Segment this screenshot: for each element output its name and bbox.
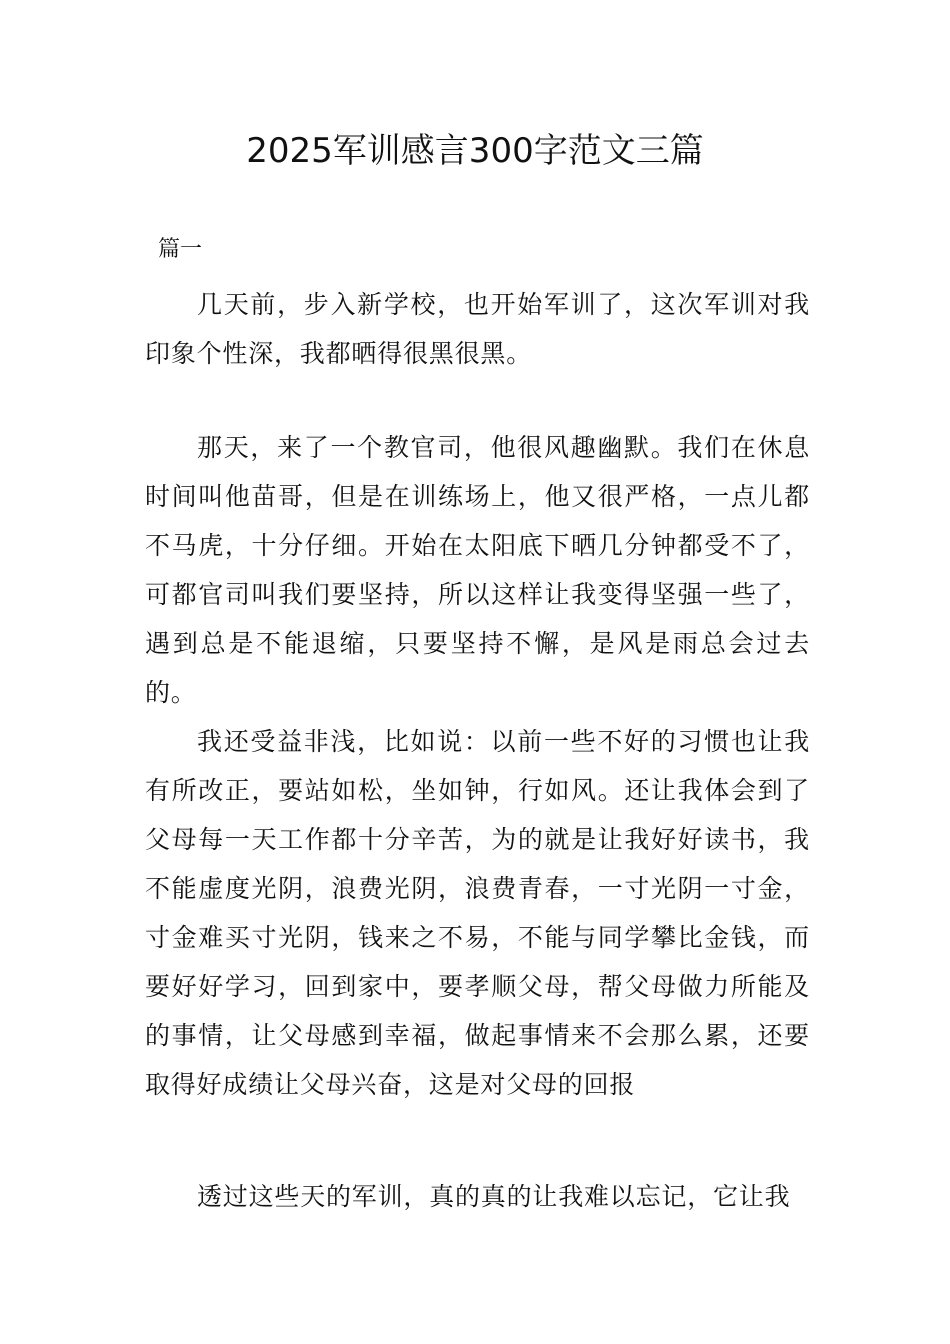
section-label: 篇一 [158, 237, 203, 262]
page-title: 2025军训感言300字范文三篇 [246, 131, 704, 171]
paragraph-3: 我还受益非浅，比如说：以前一些不好的习惯也让我有所改正，要站如松，坐如钟，行如风。还让我体会到了父母每一天工作都十分辛苦，为的就是让我好好读书，我不能虚度光阴，浪费光阴，浪费青春，一寸光阴一寸金，寸金难买寸光阴，钱来之不易，不能与同学攀比金钱，而要好好学习，回到家中，要孝顺父母，帮父母做力所能及的事情，让父母感到幸福，做起事情来不会那么累，还要取得好成绩让父母兴奋，这是对父母的回报 [145, 727, 810, 1099]
paragraph-4: 透过这些天的军训，真的真的让我难以忘记，它让我 [197, 1182, 791, 1211]
paragraph-1: 几天前，步入新学校，也开始军训了，这次军训对我印象个性深，我都晒得很黑很黑。 [145, 290, 810, 368]
paragraph-2: 那天，来了一个教官司，他很风趣幽默。我们在休息时间叫他苗哥，但是在训练场上，他又很严格，一点儿都不马虎，十分仔细。开始在太阳底下晒几分钟都受不了，可都官司叫我们要坚持，所以这样让我变得坚强一些了，遇到总是不能退缩，只要坚持不懈，是风是雨总会过去的。 [145, 433, 810, 707]
